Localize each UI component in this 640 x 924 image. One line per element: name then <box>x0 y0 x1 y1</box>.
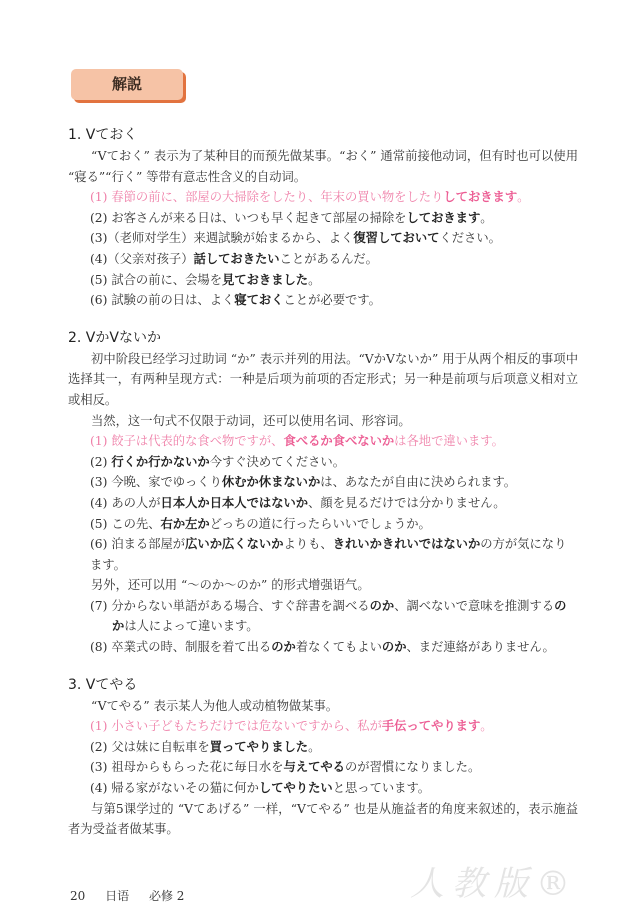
sentence-text: ことがあるんだ。 <box>279 251 378 266</box>
sentence-text: どっちの道に行ったらいいでしょうか。 <box>209 516 431 531</box>
sentence-text: の方が気になります。 <box>90 537 567 572</box>
sentence-text: (2) 父は妹に自転車を <box>90 739 210 754</box>
grammar-pattern: しておきます <box>406 210 481 225</box>
sentence-text: (3)（老师对学生）来週試験が始まるから、よく <box>90 231 354 246</box>
grammar-pattern: 広いか広くないか <box>185 537 284 552</box>
footer-text <box>70 887 200 904</box>
sentence-text: (3) 今晩、家でゆっくり <box>90 475 222 490</box>
grammar-pattern: 右か左か <box>160 516 210 531</box>
sentence-text: (6) 試験の前の日は、よく <box>90 293 235 308</box>
sentence-text: ことが必要です。 <box>283 293 381 308</box>
example-sentence <box>68 452 578 473</box>
example-sentence <box>68 737 578 758</box>
example-sentence <box>68 290 578 311</box>
sentence-text: 、まだ連絡がありません。 <box>406 640 555 655</box>
grammar-pattern: 食べるか食べないか <box>283 434 395 449</box>
sentence-text: ください。 <box>439 231 501 246</box>
sentence-text: 。 <box>308 739 321 754</box>
sentence-text: 今すぐ決めてください。 <box>209 454 345 469</box>
example-sentence <box>68 493 578 514</box>
section-2 <box>68 327 578 658</box>
example-sentence-highlighted <box>68 716 578 737</box>
watermark: 人教版® <box>410 863 578 904</box>
section-heading: 1. Vておく <box>68 127 138 143</box>
example-sentence <box>68 228 578 249</box>
sentence-text: 、調べないで意味を推測する <box>394 598 555 613</box>
sentence-text: (3) 祖母からもらった花に毎日水を <box>90 760 284 775</box>
sentence-text: は、あなたが自由に決められます。 <box>320 475 517 490</box>
example-sentence <box>68 757 578 778</box>
example-sentence <box>68 514 578 535</box>
grammar-pattern: 買ってやりました <box>209 739 309 754</box>
grammar-pattern: 日本人か日本人ではないか <box>160 495 309 510</box>
example-sentence <box>68 249 578 270</box>
example-sentence <box>68 596 578 637</box>
example-sentence <box>68 472 578 493</box>
grammar-pattern: のか <box>112 598 567 634</box>
grammar-pattern: しておきます <box>443 190 518 205</box>
book-volume: 必修 2 <box>148 888 185 903</box>
sentence-text: と思っています。 <box>332 781 431 796</box>
section-heading: 2. VかVないか <box>68 329 161 346</box>
sentence-text: 。 <box>308 272 321 287</box>
explanation-paragraph: 与第5课学过的 “Vてあげる” 一样，“Vてやる” 也是从施益者的角度来叙述的，表示施益者为受益者做某事。 <box>68 801 578 837</box>
sentence-text: は各地で違います。 <box>394 434 504 449</box>
section-badge-explanation: 解説 <box>71 69 183 100</box>
grammar-pattern: 復習しておいて <box>353 231 440 246</box>
sentence-text: (6) 泊まる部屋が <box>90 537 186 552</box>
sentence-text: のが習慣になりました。 <box>344 760 481 775</box>
grammar-pattern: 与えてやる <box>283 760 345 775</box>
section-heading: 3. Vてやる <box>68 676 138 693</box>
sentence-text: (4)（父亲对孩子） <box>90 251 194 266</box>
sentence-text: (4) あの人が <box>90 495 161 510</box>
example-sentence <box>68 778 578 799</box>
grammar-pattern: のか <box>369 598 395 613</box>
example-sentence-highlighted <box>68 187 578 208</box>
example-sentence <box>68 270 578 291</box>
grammar-pattern: きれいかきれいではないか <box>332 537 481 552</box>
page-footer <box>70 864 578 904</box>
sentence-text: (4) 帰る家がないその猫に何か <box>90 781 259 796</box>
explanation-paragraph: 另外，还可以用 “～のか～のか” 的形式增强语气。 <box>91 578 370 593</box>
sentence-text: (8) 卒業式の時、制服を着て出る <box>90 640 272 655</box>
grammar-pattern: 行くか行かないか <box>111 454 210 469</box>
grammar-pattern: 話しておきたい <box>193 251 280 266</box>
example-sentence-highlighted <box>68 431 578 452</box>
grammar-pattern: のか <box>381 640 407 655</box>
sentence-text: 。 <box>480 719 493 734</box>
sentence-text: よりも、 <box>283 537 333 552</box>
sentence-text: 着なくてもよい <box>295 640 382 655</box>
grammar-pattern: 休むか休まないか <box>221 475 321 490</box>
section-3 <box>68 674 578 840</box>
explanation-paragraph: “Vてやる” 表示某人为他人或动植物做某事。 <box>91 698 339 713</box>
sentence-text: (7) 分からない単語がある場合、すぐ辞書を調べる <box>90 598 370 613</box>
section-1 <box>68 124 578 311</box>
page-number: 20 <box>70 888 86 903</box>
sentence-text: (2) お客さんが来る日は、いつも早く起きて部屋の掃除を <box>90 210 407 225</box>
sentence-text: (5) 試合の前に、会場を <box>90 272 222 287</box>
grammar-pattern: してやりたい <box>258 781 333 796</box>
sentence-text: (1) 春節の前に、部屋の大掃除をしたり、年末の買い物をしたり <box>90 190 444 205</box>
sentence-text: (5) この先、 <box>90 516 161 531</box>
grammar-pattern: 見ておきました <box>222 272 309 287</box>
grammar-pattern: 寝ておく <box>234 293 284 308</box>
sentence-text: (1) 餃子は代表的な食べ物ですが、 <box>90 434 284 449</box>
sentence-text: (2) <box>90 454 112 469</box>
example-sentence <box>68 534 578 575</box>
explanation-paragraph: “Vておく” 表示为了某种目的而预先做某事。“おく” 通常前接他动词，但有时也可以使用 “寝る”“行く” 等带有意志性含义的自动词。 <box>68 149 578 184</box>
sentence-text: 。 <box>517 190 530 205</box>
explanation-paragraph: 初中阶段已经学习过助词 “か” 表示并列的用法。“VかVないか” 用于从两个相反的事项中选择其一，有两种呈现方式：一种是后项为前项的否定形式；另一种是前项与后项意义相对立或相反。 <box>68 351 578 407</box>
explanation-paragraph: 当然，这一句式不仅限于动词，还可以使用名词、形容词。 <box>91 413 411 428</box>
book-title: 日语 <box>105 888 130 903</box>
example-sentence <box>68 208 578 229</box>
sentence-text: 。 <box>480 210 493 225</box>
grammar-pattern: のか <box>271 640 296 655</box>
grammar-pattern: 手伝ってやります <box>381 719 481 734</box>
example-sentence <box>68 637 578 658</box>
sentence-text: は人によって違います。 <box>124 619 259 634</box>
sentence-text: (1) 小さい子どもたちだけでは危ないですから、私が <box>90 719 382 734</box>
sentence-text: 、顔を見るだけでは分かりません。 <box>308 495 506 510</box>
